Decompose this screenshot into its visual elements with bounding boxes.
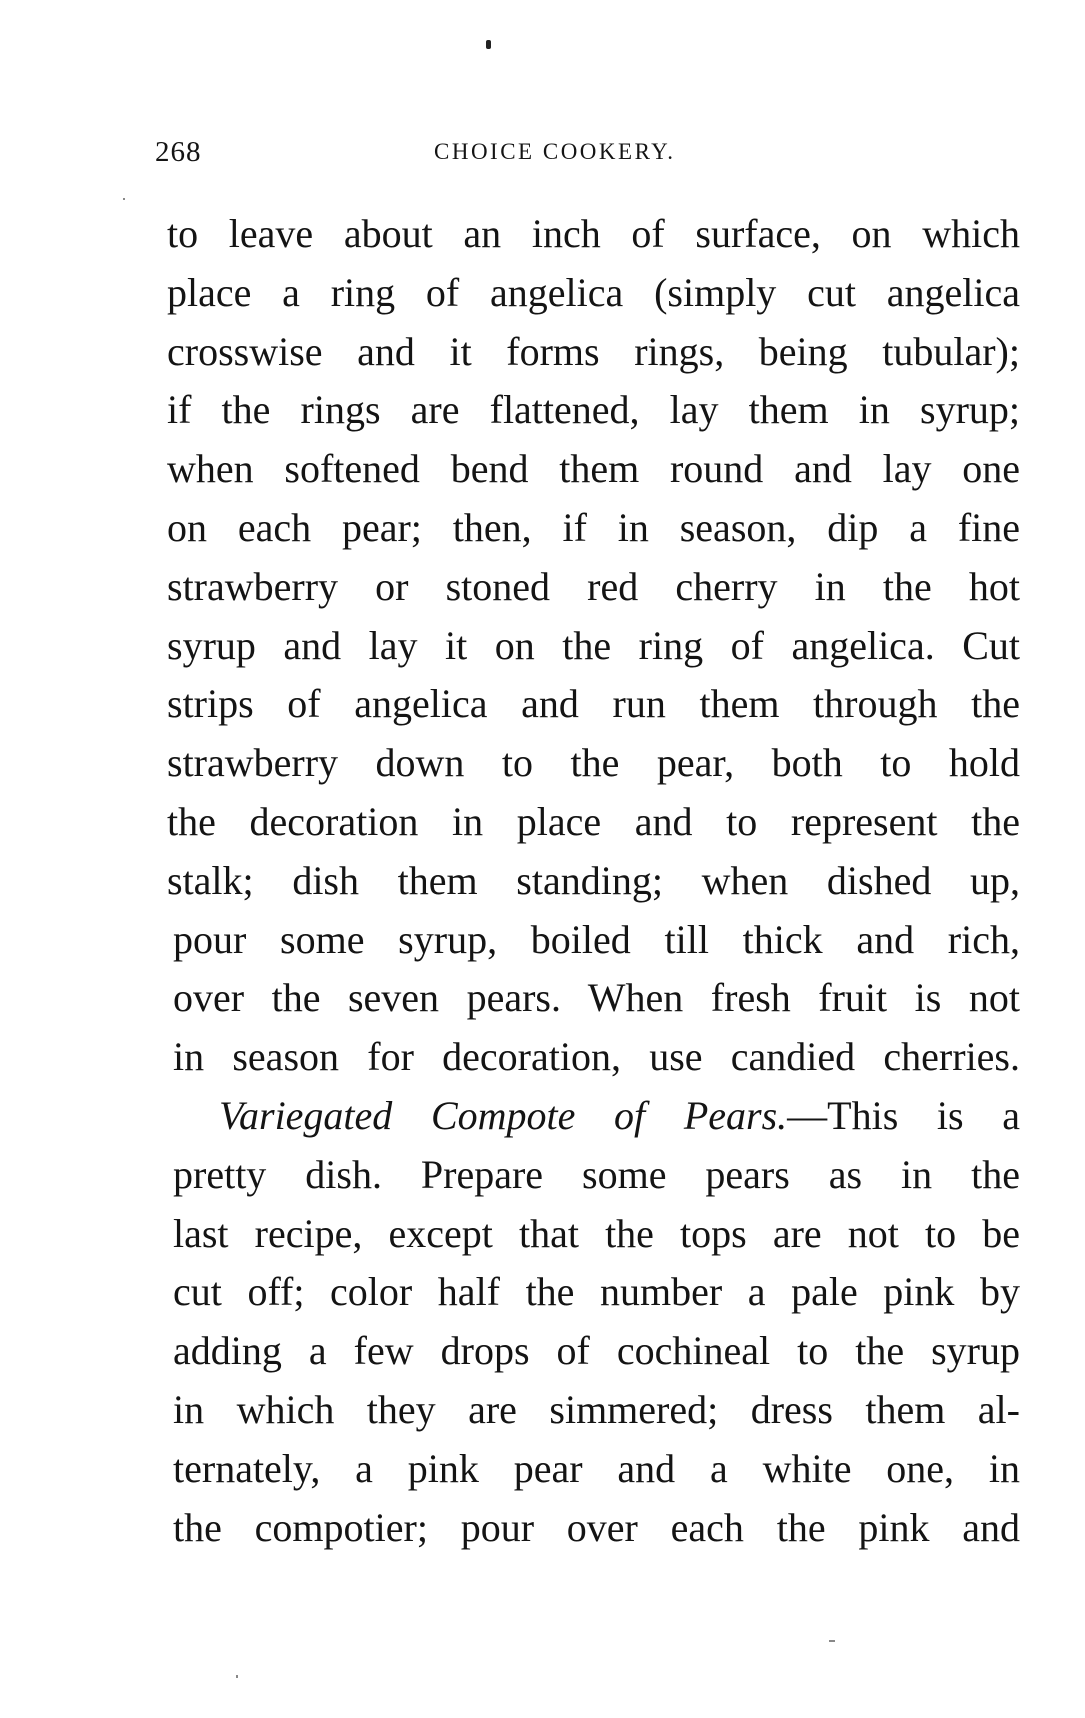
text-line: last recipe, except that the tops are not to be	[173, 1210, 1020, 1256]
text-line: in which they are simmered; dress them al-	[173, 1386, 1020, 1432]
body-text	[167, 205, 1020, 1557]
text-line: pretty dish. Prepare some pears as in the	[173, 1151, 1020, 1197]
text-line: the compotier; pour over each the pink and	[173, 1504, 1020, 1550]
paragraph-1	[167, 205, 1020, 1087]
text-line: crosswise and it forms rings, being tubular);	[167, 328, 1020, 374]
text-line: strawberry down to the pear, both to hold	[167, 740, 1020, 786]
page-number: 268	[155, 136, 202, 168]
text-line: strawberry or stoned red cherry in the hot	[167, 563, 1020, 609]
speck	[123, 198, 125, 200]
paragraph-2	[167, 1087, 1020, 1557]
recipe-heading: Variegated Compote of Pears.	[219, 1092, 788, 1138]
text-line: if the rings are flattened, lay them in syrup;	[167, 387, 1020, 433]
top-ink-mark	[486, 40, 491, 49]
speck	[236, 1675, 238, 1678]
text-line: stalk; dish them standing; when dished up,	[167, 857, 1020, 903]
text-line: when softened bend them round and lay one	[167, 446, 1020, 492]
text-line: to leave about an inch of surface, on which	[167, 211, 1020, 256]
text-line: pour some syrup, boiled till thick and rich,	[173, 916, 1020, 962]
text-line: syrup and lay it on the ring of angelica. Cut	[167, 622, 1020, 668]
text-line: the decoration in place and to represent the	[167, 798, 1020, 844]
text-line: in season for decoration, use candied cherries.	[173, 1034, 1020, 1080]
running-head: CHOICE COOKERY.	[434, 139, 676, 164]
text-line: over the seven pears. When fresh fruit is not	[173, 975, 1020, 1021]
text-line: adding a few drops of cochineal to the syrup	[173, 1328, 1020, 1374]
text-line: cut off; color half the number a pale pink by	[173, 1269, 1020, 1315]
text-line: ternately, a pink pear and a white one, in	[173, 1445, 1020, 1491]
recipe-heading-rest: —This is a	[787, 1092, 1020, 1138]
text-line: place a ring of angelica (simply cut angelica	[167, 269, 1020, 315]
speck	[829, 1640, 835, 1642]
text-line: on each pear; then, if in season, dip a fine	[167, 504, 1020, 550]
page-header	[155, 136, 945, 176]
text-line: strips of angelica and run them through the	[167, 681, 1020, 727]
paragraph-2-first-line	[167, 1087, 1020, 1146]
